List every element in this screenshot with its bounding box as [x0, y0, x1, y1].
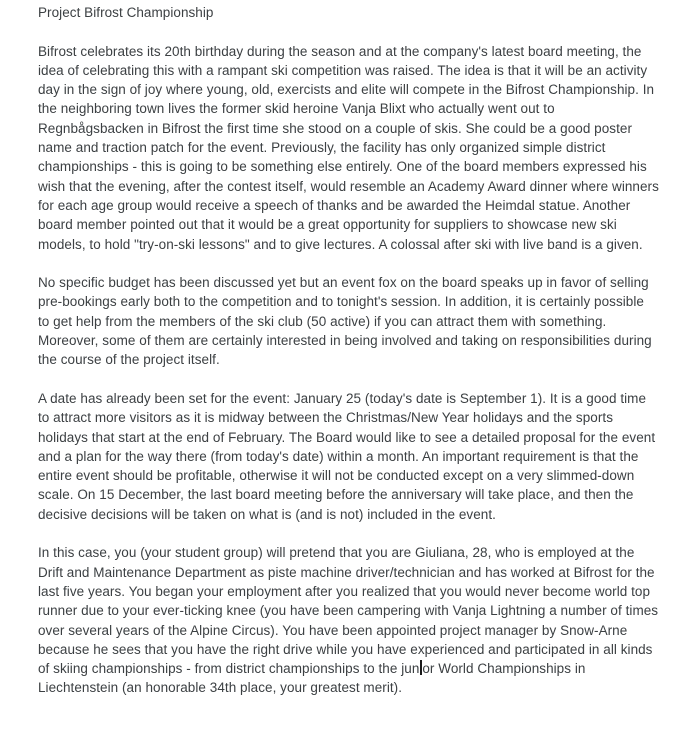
document-title[interactable]: Project Bifrost Championship — [38, 5, 214, 20]
paragraph-budget[interactable]: No specific budget has been discussed yet but an event fox on the board speaks up in favor of selling pre-bookings early both to the competition and to tonight's session. In addition, it is certainly possible to get help from the members of the ski club (50 active) if you can attract them with something. Moreover, some of them are certainly interested in being involved and taking on responsibilities during the course of the project itself. — [38, 275, 652, 368]
text-after-caret: or World Championships in Liechtenstein (an honorable 34th place, your greatest merit). — [38, 661, 586, 696]
paragraph-date[interactable]: A date has already been set for the event: January 25 (today's date is September 1). It is a good time to attract more visitors as it is midway between the Christmas/New Year holidays and the sports holidays that start at the end of February. The Board would like to see a detailed proposal for the event and a plan for the way there (from today's date) within a month. An important requirement is that the entire event should be profitable, otherwise it will not be conducted except on a very slimmed-down scale. On 15 December, the last board meeting before the anniversary will take place, and then the decisive decisions will be taken on what is (and is not) included in the event. — [38, 390, 656, 522]
text-before-caret: In this case, you (your student group) will pretend that you are Giuliana, 28, who is employed at the Drift and Maintenance Department as piste machine driver/technician and has worked at Bifrost for the last five years. You began your employment after you realized that you would never become world top runner due to your ever-ticking knee (you have been campering with Vanja Lightning a number of times over several years of the Alpine Circus). You have been appointed project manager by Snow-Arne because he sees that you have the right drive while you have experienced and participated in all kinds of skiing championships - from district championships to the jun — [38, 545, 659, 677]
paragraph-intro[interactable]: Bifrost celebrates its 20th birthday during the season and at the company's latest board meeting, the idea of celebrating this with a rampant ski competition was raised. The idea is that it will be an activity day in the sign of joy where young, old, exercists and elite will compete in the Bifrost Championship. In the neighboring town lives the former skid heroine Vanja Blixt who actually went out to Regnbågsbacken in Bifrost the first time she stood on a couple of skis. She could be a good poster name and traction patch for the event. Previously, the facility has only organized simple district championships - this is going to be something else entirely. One of the board members expressed his wish that the evening, after the contest itself, would resemble an Academy Award dinner where winners for each age group would receive a speech of thanks and be awarded the Heimdal statue. Another board member pointed out that it would be a great opportunity for suppliers to showcase new ski models, to hold "try-on-ski lessons" and to give lectures. A colossal after ski with live band is a given. — [38, 43, 659, 252]
paragraph-role-with-caret[interactable] — [38, 543, 659, 697]
